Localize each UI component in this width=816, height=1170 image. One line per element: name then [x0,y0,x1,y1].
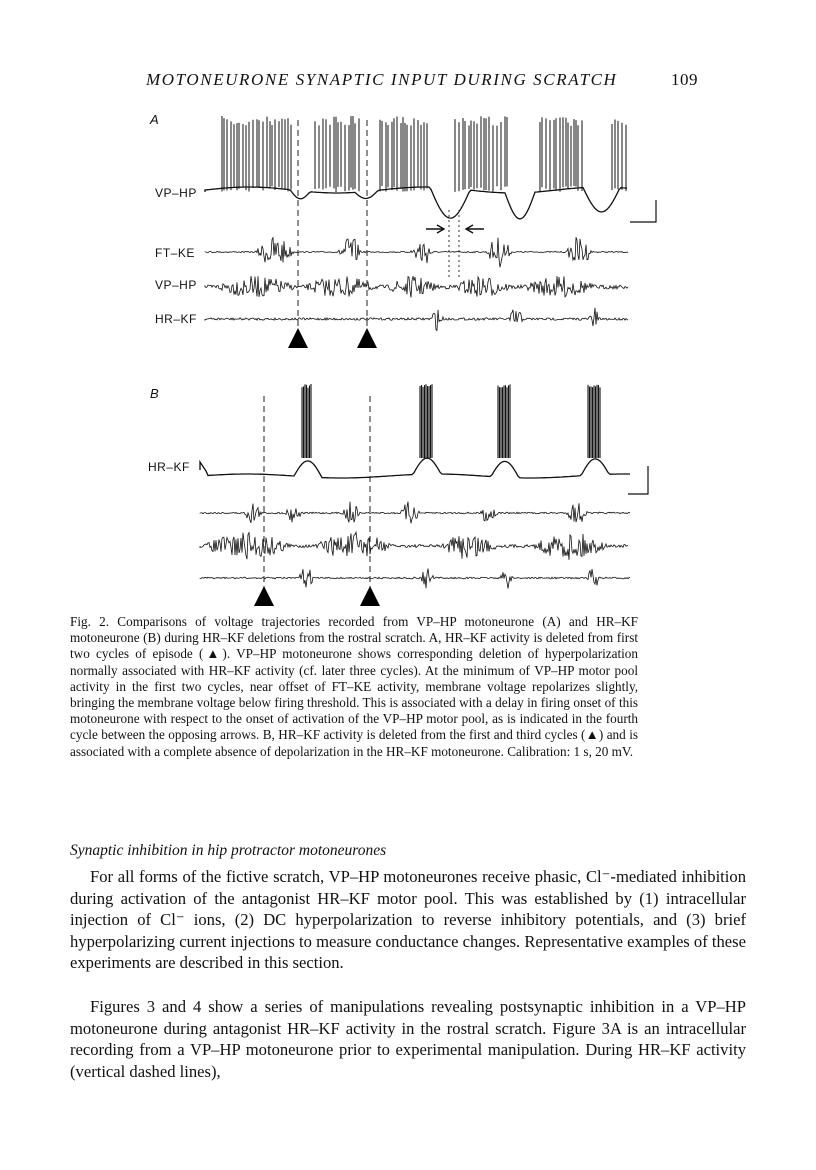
panel-a-calibration-bar [630,200,656,222]
deletion-marker-triangle [288,328,308,348]
deletion-marker-triangle [254,586,274,606]
panel-a-letter: A [150,112,159,127]
right-pointing-arrow [426,225,444,233]
panel-b-trace-label-hr-kf: HR–KF [148,460,190,474]
body-paragraph: For all forms of the fictive scratch, VP–HP motoneurones receive phasic, Cl⁻-mediated inhibition during activation of the antagonist HR–KF motor pool. This was established by (1) intracellular injection of Cl⁻ ions, (2) DC hyperpolarization to reverse inhibitory potentials, and (3) brief hyperpolarizing current injections to measure conductance changes. Representative examples of these experiments are described in this section. [70,867,746,972]
panel-a-trace-label-ft-ke: FT–KE [155,246,195,260]
ft-ke-neurogram [205,237,628,267]
panel-a-trace-label-vp-hp-neurogram: VP–HP [155,278,197,292]
left-pointing-arrow [466,225,484,233]
vp-hp-neurogram [205,276,628,297]
figure-caption: Fig. 2. Comparisons of voltage trajectories recorded from VP–HP motoneurone (A) and HR–KF motoneurone (B) during HR–KF deletions from the rostral scratch. A, HR–KF activity is deleted from first two cycles of episode (▲). VP–HP motoneurone shows corresponding deletion of hyperpolarization normally associated with HR–KF activity (cf. later three cycles). At the minimum of VP–HP motor pool activity in the first two cycles, near offset of FT–KE activity, membrane voltage repolarizes slightly, bringing the membrane voltage below firing threshold. This is associated with a delay in firing onset of this motoneurone with respect to the onset of activation of the VP–HP motor pool, as is indicated in the fourth cycle between the opposing arrows. B, HR–KF activity is deleted from the first and third cycles (▲) and is associated with a complete absence of depolarization in the HR–KF motoneurone. Calibration: 1 s, 20 mV. [70,614,638,759]
panel-a-trace-label-vp-hp-intracellular: VP–HP [155,186,197,200]
body-paragraph: Figures 3 and 4 show a series of manipulations revealing postsynaptic inhibition in a VP–HP motoneurone during antagonist HR–KF activity in the rostral scratch. Figure 3A is an intracellular recording from a VP–HP motoneurone prior to experimental manipulation. During HR–KF activity (vertical dashed lines), [70,997,746,1081]
vp-hp-membrane-trace [205,187,627,219]
hr-kf-spike-bursts [302,384,600,458]
panel-a-graphic [205,116,656,348]
deletion-marker-triangle [357,328,377,348]
deletion-marker-triangle [360,586,380,606]
panel-a-trace-label-hr-kf: HR–KF [155,312,197,326]
section-heading: Synaptic inhibition in hip protractor motoneurones [70,842,387,859]
panel-b-calibration-bar [628,466,648,494]
page-number: 109 [671,70,698,89]
panel-b-graphic [200,384,648,606]
vp-hp-spike-train [222,116,626,192]
hr-kf-neurogram [205,308,628,331]
panel-b-letter: B [150,386,159,401]
running-head-title: MOTONEURONE SYNAPTIC INPUT DURING SCRATCH [146,70,618,89]
